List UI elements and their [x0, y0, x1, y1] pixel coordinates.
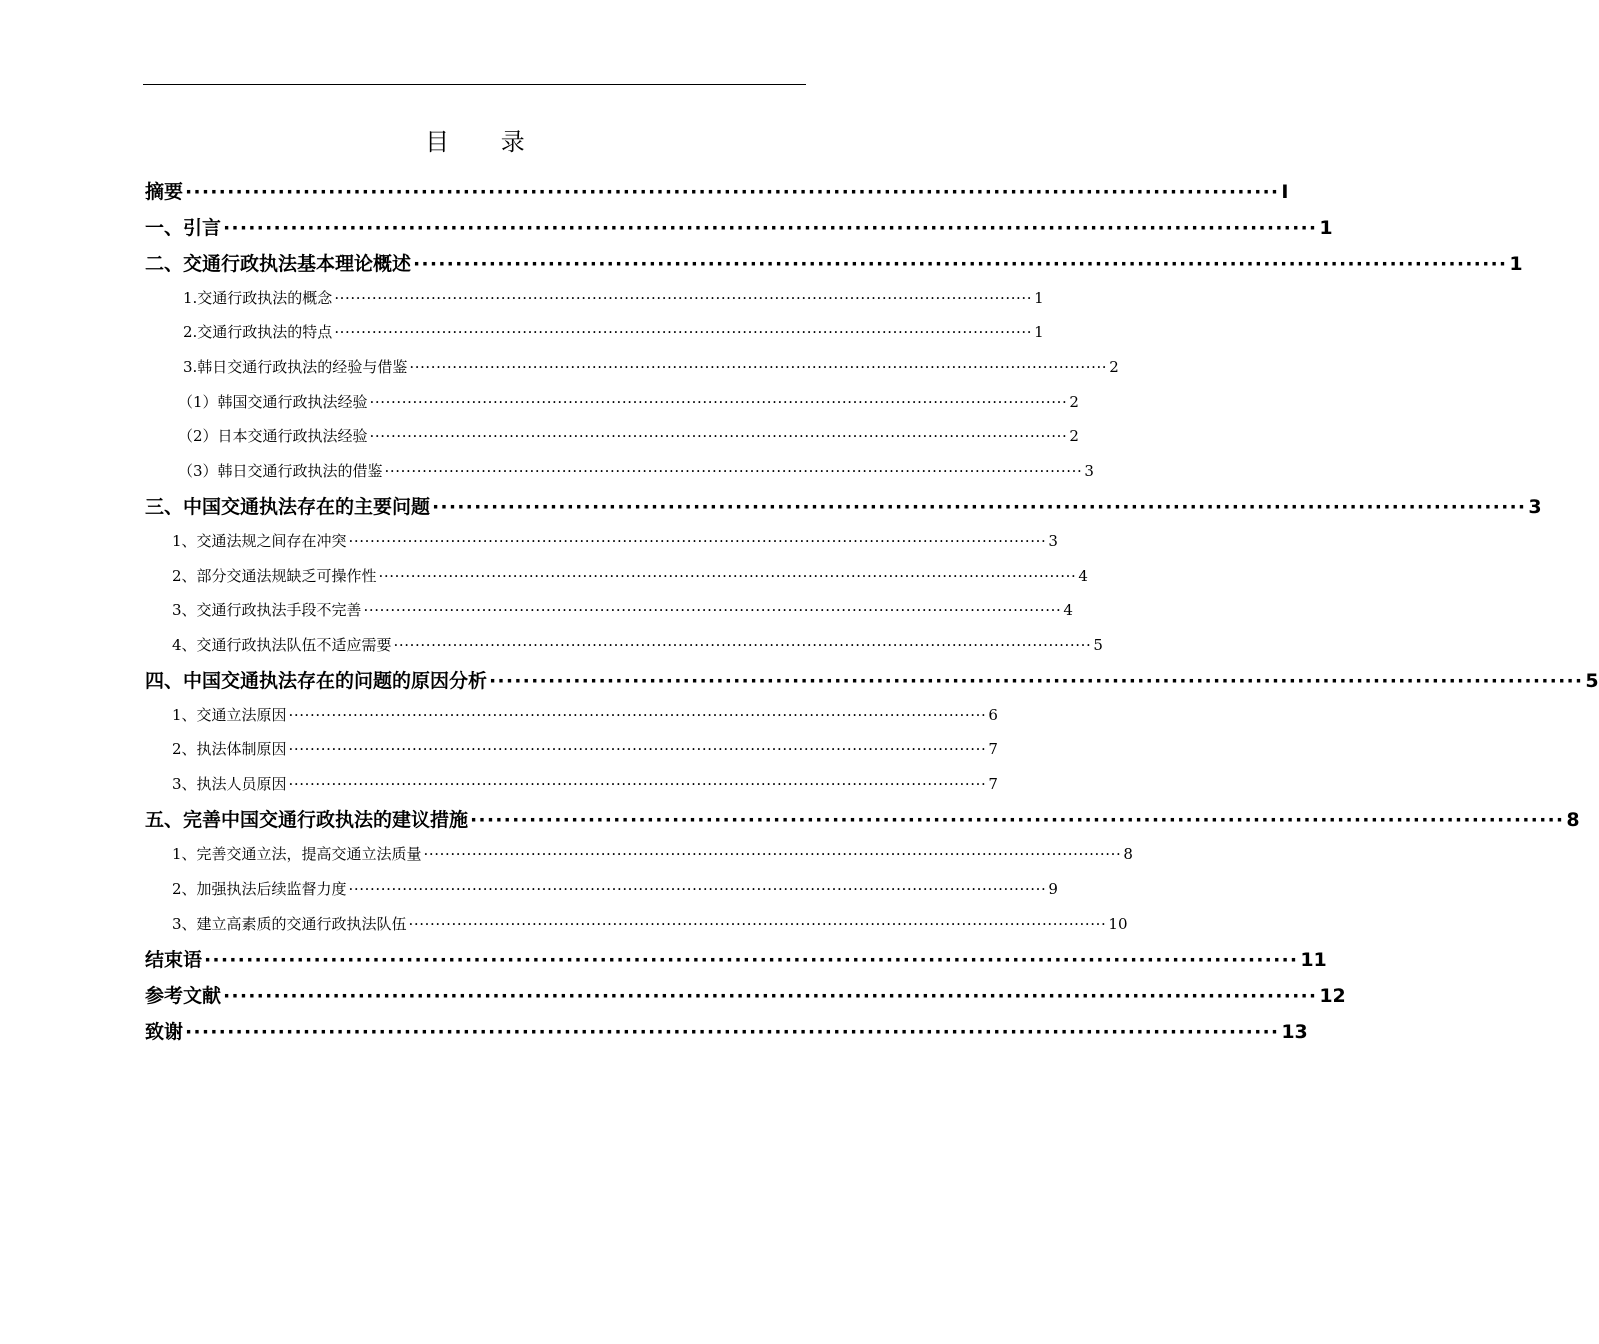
dot-leader: ·································································································································· [204, 949, 1299, 971]
dot-leader: ·································································································································· [408, 915, 1107, 933]
toc-entry-label: （2）日本交通行政执法经验 [178, 427, 368, 445]
toc-entry-label: 1、交通立法原因 [172, 706, 287, 724]
toc-entry[interactable] [172, 565, 1088, 586]
dot-leader: ·································································································································· [348, 880, 1047, 898]
toc-entry[interactable] [178, 460, 1094, 481]
toc-entry-page-number: 3 [1084, 462, 1094, 480]
toc-entry[interactable] [178, 425, 1079, 446]
toc-entry[interactable] [172, 843, 1133, 864]
toc-entry-page-number: 1 [1319, 217, 1333, 239]
dot-leader: ·································································································································· [470, 809, 1565, 831]
toc-entry[interactable] [145, 177, 1289, 204]
toc-entry-label: （3）韩日交通行政执法的借鉴 [178, 462, 383, 480]
toc-entry[interactable] [145, 945, 1327, 972]
toc-entry[interactable] [172, 913, 1128, 934]
toc-entry[interactable] [145, 805, 1580, 832]
toc-entry-page-number: 7 [988, 740, 998, 758]
toc-entry[interactable] [172, 599, 1073, 620]
toc-entry[interactable] [178, 391, 1079, 412]
toc-entry-label: 3、执法人员原因 [172, 775, 287, 793]
toc-entry[interactable] [145, 1017, 1308, 1044]
toc-entry[interactable] [172, 878, 1058, 899]
toc-entry[interactable] [145, 213, 1333, 240]
toc-entry-page-number: 2 [1069, 427, 1079, 445]
dot-leader: ·································································································································· [369, 393, 1068, 411]
toc-entry[interactable] [172, 773, 998, 794]
toc-entry-page-number: 3 [1048, 532, 1058, 550]
toc-entry-label: 4、交通行政执法队伍不适应需要 [172, 636, 392, 654]
toc-entry[interactable] [172, 634, 1103, 655]
toc-entry-page-number: 5 [1093, 636, 1103, 654]
dot-leader: ·································································································································· [223, 985, 1318, 1007]
dot-leader: ·································································································································· [393, 636, 1092, 654]
toc-entry-page-number: 2 [1109, 358, 1119, 376]
dot-leader: ·································································································································· [369, 427, 1068, 445]
toc-entry-label: 3.韩日交通行政执法的经验与借鉴 [183, 358, 408, 376]
toc-entry-page-number: 1 [1034, 323, 1044, 341]
toc-entry-page-number: 13 [1281, 1021, 1308, 1043]
toc-entry[interactable] [145, 249, 1523, 276]
toc-entry-label: 参考文献 [145, 985, 222, 1007]
toc-entry-page-number: 11 [1300, 949, 1327, 971]
toc-entry-page-number: 8 [1566, 809, 1580, 831]
dot-leader: ·································································································································· [288, 775, 987, 793]
toc-entry-page-number: 8 [1123, 845, 1133, 863]
toc-entry-label: 2.交通行政执法的特点 [183, 323, 333, 341]
toc-entry-label: 1.交通行政执法的概念 [183, 289, 333, 307]
toc-entry-label: 3、建立高素质的交通行政执法队伍 [172, 915, 407, 933]
dot-leader: ·································································································································· [288, 740, 987, 758]
toc-entry-page-number: 9 [1048, 880, 1058, 898]
toc-entry-label: 1、交通法规之间存在冲突 [172, 532, 347, 550]
dot-leader: ·································································································································· [413, 253, 1508, 275]
toc-title: 目 录 [425, 128, 547, 156]
toc-entry-page-number: 1 [1034, 289, 1044, 307]
toc-entry-label: 2、加强执法后续监督力度 [172, 880, 347, 898]
toc-entry[interactable] [172, 530, 1058, 551]
dot-leader: ·································································································································· [334, 289, 1033, 307]
toc-entry-page-number: 12 [1319, 985, 1346, 1007]
dot-leader: ·································································································································· [409, 358, 1108, 376]
dot-leader: ·································································································································· [185, 181, 1280, 203]
dot-leader: ·································································································································· [378, 567, 1077, 585]
toc-entry-page-number: 3 [1528, 496, 1542, 518]
toc-entry-label: 四、中国交通执法存在的问题的原因分析 [145, 670, 488, 692]
toc-entry-page-number: 4 [1063, 601, 1073, 619]
toc-entry-page-number: 7 [988, 775, 998, 793]
toc-entry-page-number: 4 [1078, 567, 1088, 585]
toc-entry-page-number: I [1281, 181, 1289, 203]
dot-leader: ·································································································································· [223, 217, 1318, 239]
toc-entry[interactable] [183, 356, 1119, 377]
toc-entry[interactable] [145, 492, 1542, 519]
dot-leader: ·································································································································· [288, 706, 987, 724]
toc-entry-label: 二、交通行政执法基本理论概述 [145, 253, 412, 275]
toc-entry-page-number: 10 [1108, 915, 1128, 933]
toc-entry[interactable] [172, 704, 998, 725]
toc-entry[interactable] [145, 666, 1599, 693]
toc-entry-label: 1、完善交通立法，提高交通立法质量 [172, 845, 422, 863]
dot-leader: ·································································································································· [432, 496, 1527, 518]
dot-leader: ·································································································································· [185, 1021, 1280, 1043]
toc-entry-label: 2、执法体制原因 [172, 740, 287, 758]
toc-entry-page-number: 5 [1585, 670, 1599, 692]
toc-entry[interactable] [183, 321, 1044, 342]
toc-entry-label: 结束语 [145, 949, 203, 971]
toc-entry-page-number: 1 [1509, 253, 1523, 275]
toc-entry-label: 致谢 [145, 1021, 184, 1043]
dot-leader: ·································································································································· [348, 532, 1047, 550]
toc-entry-label: 2、部分交通法规缺乏可操作性 [172, 567, 377, 585]
toc-entry-label: 一、引言 [145, 217, 222, 239]
dot-leader: ·································································································································· [489, 670, 1584, 692]
toc-entry-page-number: 6 [988, 706, 998, 724]
dot-leader: ·································································································································· [334, 323, 1033, 341]
toc-entry[interactable] [183, 287, 1044, 308]
toc-entry-label: 3、交通行政执法手段不完善 [172, 601, 362, 619]
toc-entry[interactable] [145, 981, 1346, 1008]
toc-entry-label: 五、完善中国交通行政执法的建议措施 [145, 809, 469, 831]
toc-entry-label: 摘要 [145, 181, 184, 203]
toc-entry-page-number: 2 [1069, 393, 1079, 411]
toc-entry-label: 三、中国交通执法存在的主要问题 [145, 496, 431, 518]
dot-leader: ·································································································································· [363, 601, 1062, 619]
dot-leader: ·································································································································· [384, 462, 1083, 480]
toc-entry-label: （1）韩国交通行政执法经验 [178, 393, 368, 411]
toc-entry[interactable] [172, 738, 998, 759]
dot-leader: ·································································································································· [423, 845, 1122, 863]
